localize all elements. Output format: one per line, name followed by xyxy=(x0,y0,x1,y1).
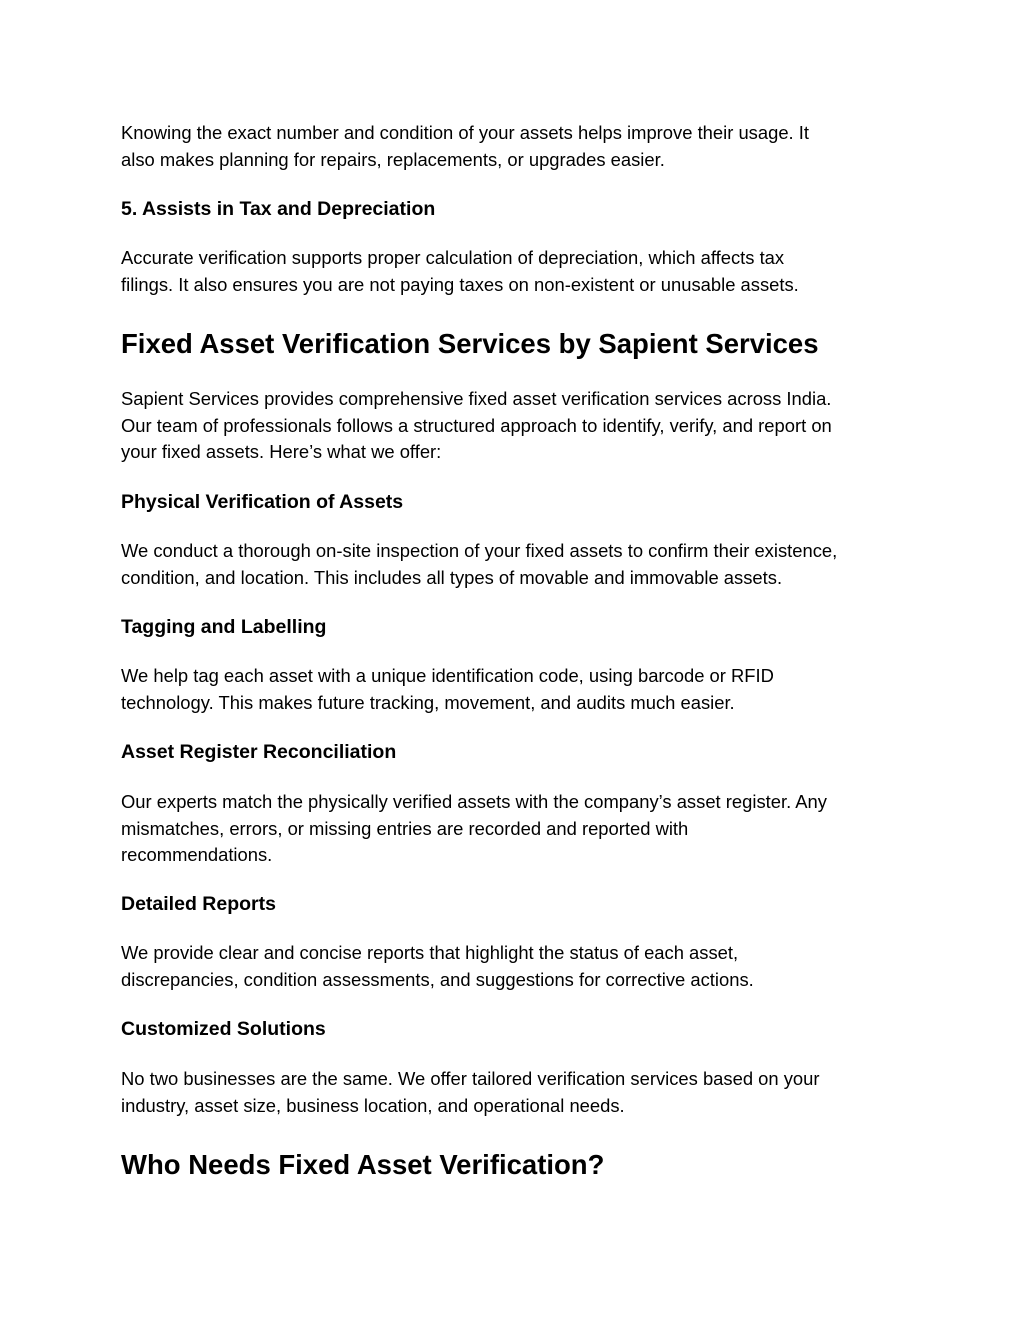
section-heading-services: Fixed Asset Verification Services by Sapient Services xyxy=(121,328,819,359)
subheading-customized-solutions: Customized Solutions xyxy=(121,1018,326,1040)
paragraph-line: We help tag each asset with a unique identification code, using barcode or RFID xyxy=(121,665,774,686)
paragraph-line: Our team of professionals follows a structured approach to identify, verify, and report on xyxy=(121,415,832,436)
paragraph-line: condition, and location. This includes all types of movable and immovable assets. xyxy=(121,567,783,588)
paragraph-line: discrepancies, condition assessments, and suggestions for corrective actions. xyxy=(121,969,754,990)
paragraph-line: also makes planning for repairs, replacements, or upgrades easier. xyxy=(121,149,665,170)
section-heading-who-needs: Who Needs Fixed Asset Verification? xyxy=(121,1149,605,1180)
paragraph-line: We provide clear and concise reports that highlight the status of each asset, xyxy=(121,942,739,963)
subheading-physical-verification: Physical Verification of Assets xyxy=(121,491,404,513)
subheading-tagging: Tagging and Labelling xyxy=(121,616,327,638)
subheading-detailed-reports: Detailed Reports xyxy=(121,893,276,915)
paragraph-line: We conduct a thorough on-site inspection of your fixed assets to confirm their existence, xyxy=(121,540,838,561)
paragraph-line: Accurate verification supports proper calculation of depreciation, which affects tax xyxy=(121,247,785,268)
section-heading-tax: 5. Assists in Tax and Depreciation xyxy=(121,198,436,220)
subheading-register-reconciliation: Asset Register Reconciliation xyxy=(121,741,397,763)
paragraph-line: Knowing the exact number and condition of your assets helps improve their usage. It xyxy=(121,122,809,143)
paragraph-line: your fixed assets. Here’s what we offer: xyxy=(121,441,442,462)
paragraph-line: technology. This makes future tracking, movement, and audits much easier. xyxy=(121,692,735,713)
paragraph-line: industry, asset size, business location, and operational needs. xyxy=(121,1095,625,1116)
paragraph-line: filings. It also ensures you are not paying taxes on non-existent or unusable assets. xyxy=(121,274,799,295)
paragraph-line: mismatches, errors, or missing entries are recorded and reported with xyxy=(121,818,689,839)
paragraph-line: Our experts match the physically verified assets with the company’s asset register. Any xyxy=(121,791,827,812)
paragraph-line: No two businesses are the same. We offer tailored verification services based on your xyxy=(121,1068,820,1089)
paragraph-line: recommendations. xyxy=(121,844,273,865)
paragraph-line: Sapient Services provides comprehensive fixed asset verification services across India. xyxy=(121,388,832,409)
